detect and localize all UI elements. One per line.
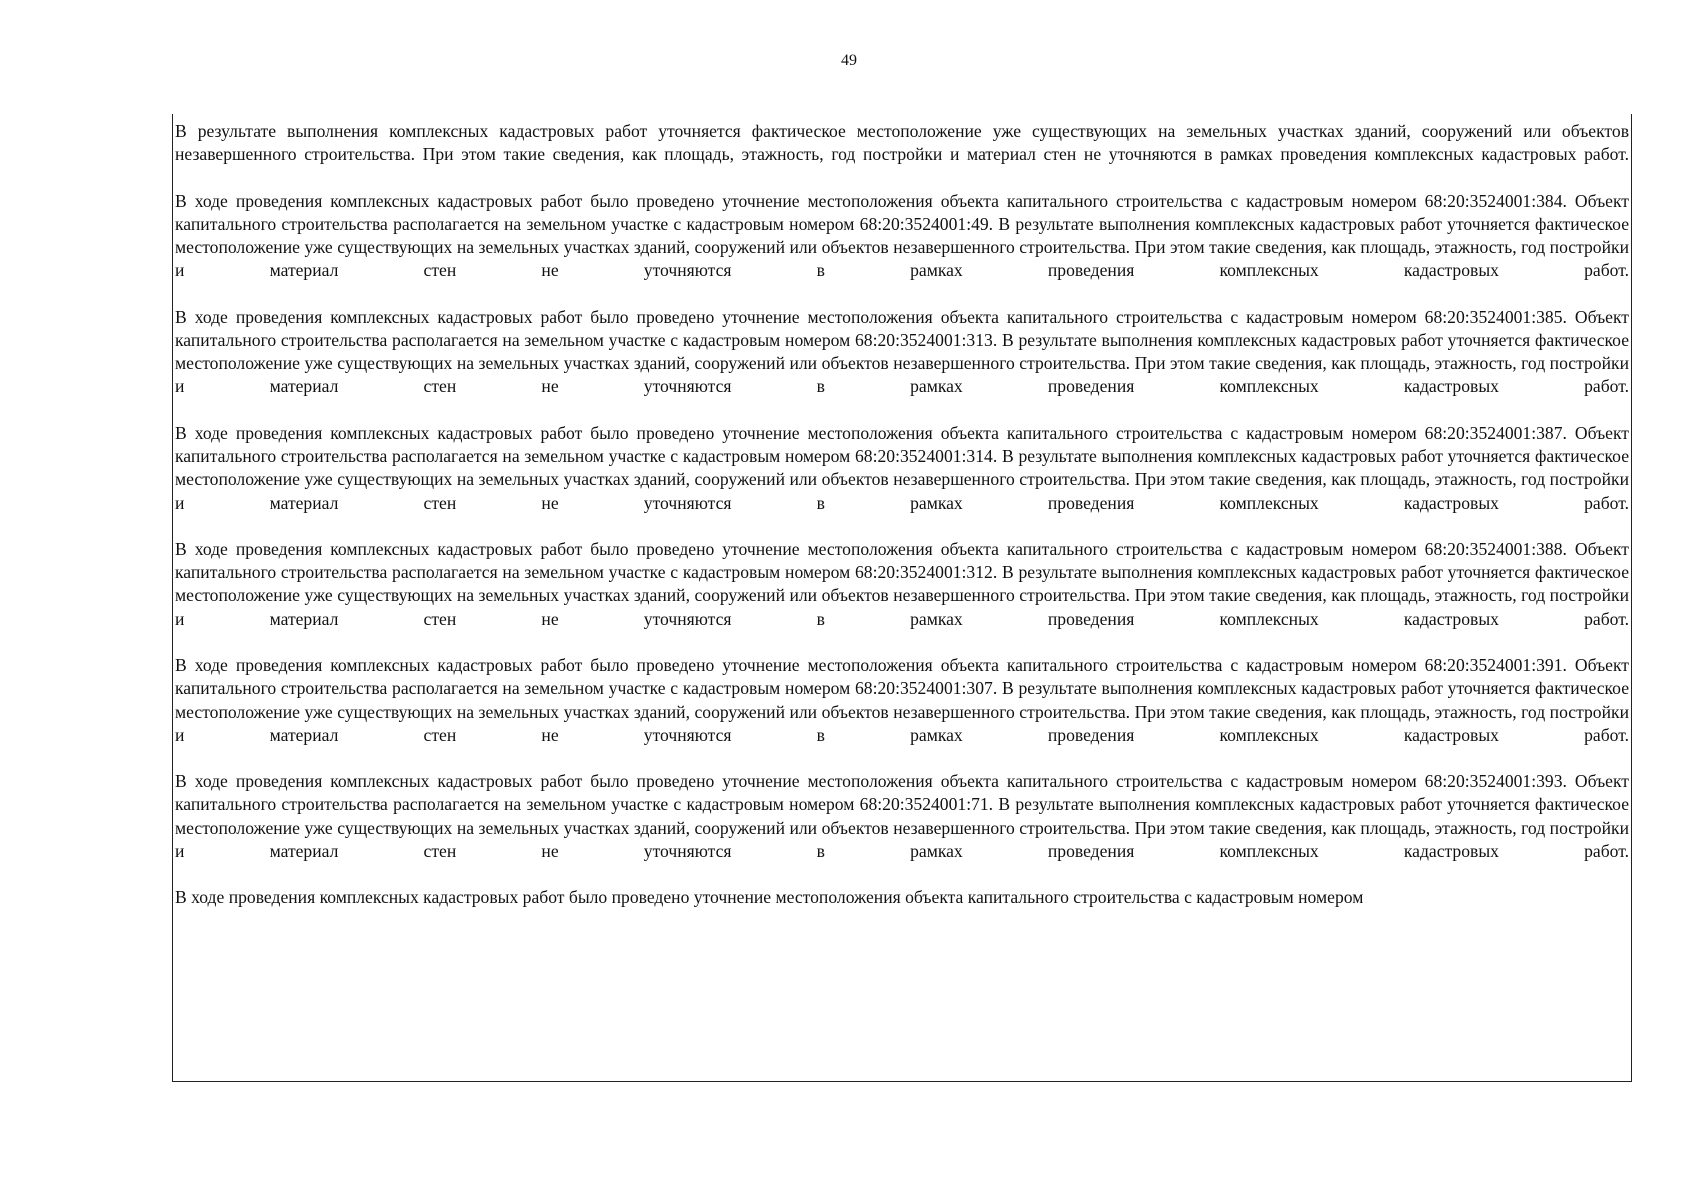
paragraph-4: В ходе проведения комплексных кадастровых работ было проведено уточнение местоположения объекта капитального строительства с кадастровым номером 68:20:3524001:387. Объект капитального строительства располагается на земельном участке с кадастровым номером 68:20:3524001:314. В результате выполнения комплексных кадастровых работ уточняется фактическое местоположение уже существующих на земельных участках зданий, сооружений или объектов незавершенного строительства. При этом такие сведения, как площадь, этажность, год постройки и материал стен не уточняются в рамках проведения комплексных кадастровых работ.	[175, 422, 1629, 513]
paragraph-5: В ходе проведения комплексных кадастровых работ было проведено уточнение местоположения объекта капитального строительства с кадастровым номером 68:20:3524001:388. Объект капитального строительства располагается на земельном участке с кадастровым номером 68:20:3524001:312. В результате выполнения комплексных кадастровых работ уточняется фактическое местоположение уже существующих на земельных участках зданий, сооружений или объектов незавершенного строительства. При этом такие сведения, как площадь, этажность, год постройки и материал стен не уточняются в рамках проведения комплексных кадастровых работ.	[175, 539, 1629, 629]
paragraph-2: В ходе проведения комплексных кадастровых работ было проведено уточнение местоположения объекта капитального строительства с кадастровым номером 68:20:3524001:384. Объект капитального строительства располагается на земельном участке с кадастровым номером 68:20:3524001:49. В результате выполнения комплексных кадастровых работ уточняется фактическое местоположение уже существующих на земельных участках зданий, сооружений или объектов незавершенного строительства. При этом такие сведения, как площадь, этажность, год постройки и материал стен не уточняются в рамках проведения комплексных кадастровых работ.	[175, 190, 1629, 281]
page-number: 49	[841, 52, 857, 69]
paragraph-8: В ходе проведения комплексных кадастровых работ было проведено уточнение местоположения объекта капитального строительства с кадастровым номером	[175, 887, 1364, 908]
paragraph-6: В ходе проведения комплексных кадастровых работ было проведено уточнение местоположения объекта капитального строительства с кадастровым номером 68:20:3524001:391. Объект капитального строительства располагается на земельном участке с кадастровым номером 68:20:3524001:307. В результате выполнения комплексных кадастровых работ уточняется фактическое местоположение уже существующих на земельных участках зданий, сооружений или объектов незавершенного строительства. При этом такие сведения, как площадь, этажность, год постройки и материал стен не уточняются в рамках проведения комплексных кадастровых работ.	[175, 655, 1629, 745]
paragraph-3: В ходе проведения комплексных кадастровых работ было проведено уточнение местоположения объекта капитального строительства с кадастровым номером 68:20:3524001:385. Объект капитального строительства располагается на земельном участке с кадастровым номером 68:20:3524001:313. В результате выполнения комплексных кадастровых работ уточняется фактическое местоположение уже существующих на земельных участках зданий, сооружений или объектов незавершенного строительства. При этом такие сведения, как площадь, этажность, год постройки и материал стен не уточняются в рамках проведения комплексных кадастровых работ.	[175, 306, 1629, 397]
paragraph-7: В ходе проведения комплексных кадастровых работ было проведено уточнение местоположения объекта капитального строительства с кадастровым номером 68:20:3524001:393. Объект капитального строительства располагается на земельном участке с кадастровым номером 68:20:3524001:71. В результате выполнения комплексных кадастровых работ уточняется фактическое местоположение уже существующих на земельных участках зданий, сооружений или объектов незавершенного строительства. При этом такие сведения, как площадь, этажность, год постройки и материал стен не уточняются в рамках проведения комплексных кадастровых работ.	[175, 771, 1629, 861]
document-text-frame	[172, 114, 1632, 1082]
paragraph-1: В результате выполнения комплексных кадастровых работ уточняется фактическое местоположение уже существующих на земельных участках зданий, сооружений или объектов незавершенного строительства. При этом такие сведения, как площадь, этажность, год постройки и материал стен не уточняются в рамках проведения комплексных кадастровых работ.	[175, 121, 1629, 165]
